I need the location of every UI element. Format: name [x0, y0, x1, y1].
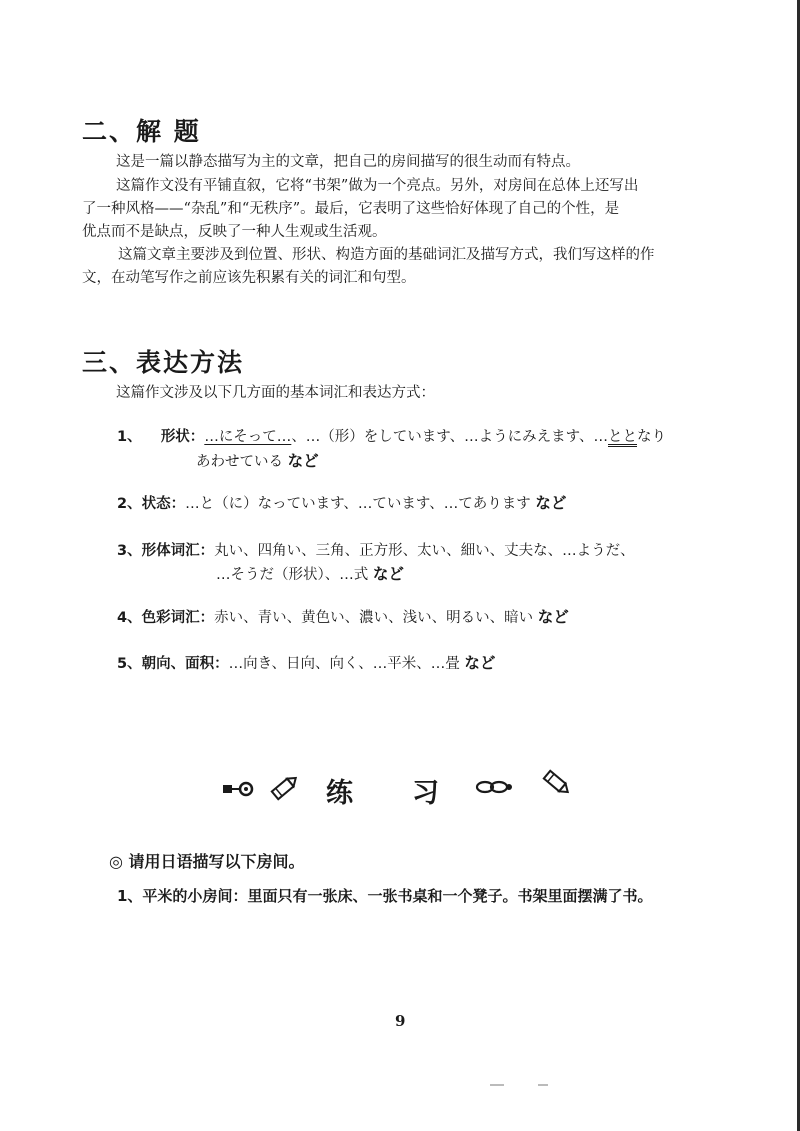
list-item-shape-cont	[196, 450, 319, 473]
item-text: …と（に）なっています、…ています、…てあります	[185, 496, 531, 512]
paragraph-line: 这是一篇以静态描写为主的文章，把自己的房间描写的很生动而有特点。	[116, 154, 580, 170]
paragraph-line: 这篇作文没有平铺直叙，它将“书架”做为一个亮点。另外，对房间在总体上还写出	[116, 178, 639, 194]
paragraph-line: 了一种风格——“杂乱”和“无秩序”。最后，它表明了这些恰好体现了自己的个性，是	[82, 201, 620, 217]
item-number: 1、	[117, 429, 142, 445]
nado-marker: など	[372, 565, 404, 583]
double-underlined-phrase: とと	[608, 429, 637, 445]
section-title-jieti: 二、解 题	[82, 117, 201, 146]
nado-marker: など	[537, 608, 569, 626]
section-title-expression: 三、表达方法	[82, 348, 245, 377]
item-text: …向き、日向、向く、…平米、…畳	[228, 656, 460, 672]
exercise-instruction: ◎ 请用日语描写以下房间。	[109, 852, 305, 871]
exercise-title-char: 练	[326, 778, 353, 809]
scan-smudge	[490, 1084, 504, 1086]
exercise-question: 1、平米的小房间：里面只有一张床、一张书桌和一个凳子。书架里面摆满了书。	[117, 887, 653, 905]
page-number: 9	[395, 1012, 406, 1030]
paragraph-line: 文，在动笔写作之前应该先积累有关的词汇和句型。	[82, 270, 416, 286]
link-chain-icon	[474, 776, 514, 798]
item-text: …そうだ（形状）、…式	[216, 567, 369, 583]
underlined-phrase: …にそって…	[204, 429, 292, 445]
item-label: 形状：	[160, 429, 205, 445]
item-text: 丸い、四角い、三角、正方形、太い、細い、丈夫な、…ようだ、	[214, 543, 635, 559]
section-intro: 这篇作文涉及以下几方面的基本词汇和表达方式：	[116, 385, 435, 401]
item-label: 3、形体词汇：	[117, 543, 215, 559]
item-label: 4、色彩词汇：	[117, 610, 215, 626]
item-text: あわせている	[196, 454, 283, 470]
paragraph-line: 这篇文章主要涉及到位置、形状、构造方面的基础词汇及描写方式，我们写这样的作	[118, 247, 655, 263]
item-label: 5、朝向、面积：	[117, 656, 229, 672]
list-item-form-words	[117, 540, 635, 562]
nado-marker: など	[535, 494, 567, 512]
item-text: 、…（形）をしています、…ようにみえます、…	[291, 429, 608, 445]
list-item-state	[117, 492, 566, 515]
paragraph-line: 优点而不是缺点，反映了一种人生观或生活观。	[82, 224, 387, 240]
key-icon	[222, 778, 258, 800]
nado-marker: など	[464, 654, 496, 672]
scan-smudge	[538, 1084, 548, 1086]
exercise-title-char: 习	[412, 778, 439, 809]
list-item-orientation-area	[117, 652, 495, 675]
pencil-icon	[540, 766, 574, 800]
nado-marker: など	[287, 452, 319, 470]
item-label: 2、状态：	[117, 496, 186, 512]
item-text: なり	[637, 429, 666, 445]
list-item-shape	[117, 426, 666, 448]
list-item-color-words	[117, 606, 569, 629]
item-text: 赤い、青い、黄色い、濃い、浅い、明るい、暗い	[214, 610, 534, 626]
list-item-form-words-cont	[216, 563, 404, 586]
pencil-icon	[268, 770, 302, 804]
